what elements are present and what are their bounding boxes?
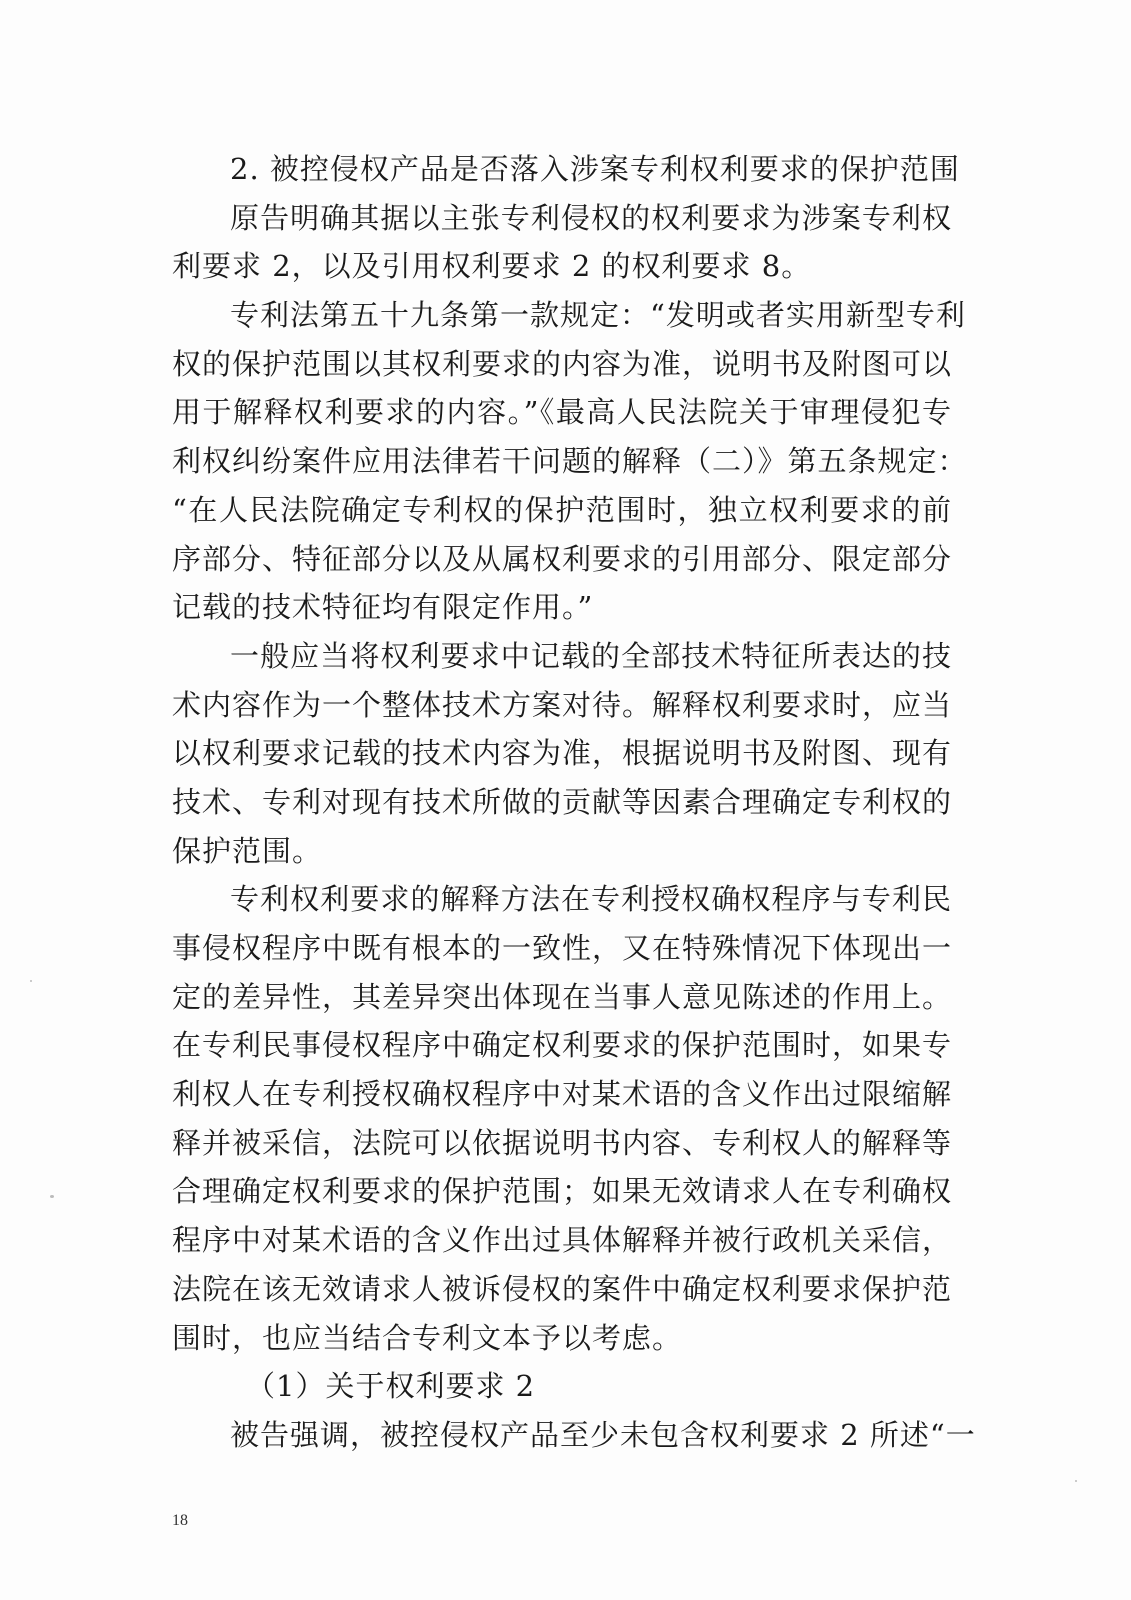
paragraph-line: 在专利民事侵权程序中确定权利要求的保护范围时，如果专 xyxy=(172,1028,953,1063)
paragraph-line: 围时，也应当结合专利文本予以考虑。 xyxy=(172,1320,683,1355)
paragraph-line: 专利权利要求的解释方法在专利授权确权程序与专利民 xyxy=(230,882,952,917)
paragraph-line: 序部分、特征部分以及从属权利要求的引用部分、限定部分 xyxy=(172,541,953,576)
paragraph-line: 被告强调，被控侵权产品至少未包含权利要求 2 所述“一 xyxy=(230,1417,976,1452)
paragraph-line: 用于解释权利要求的内容。”《最高人民法院关于审理侵犯专 xyxy=(172,395,952,430)
scan-speck xyxy=(50,1195,54,1198)
paragraph-line: 定的差异性，其差异突出体现在当事人意见陈述的作用上。 xyxy=(172,979,953,1014)
paragraph-line: 技术、专利对现有技术所做的贡献等因素合理确定专利权的 xyxy=(172,784,953,819)
paragraph-line: 权的保护范围以其权利要求的内容为准，说明书及附图可以 xyxy=(172,346,953,381)
paragraph-line: 事侵权程序中既有根本的一致性，又在特殊情况下体现出一 xyxy=(172,931,953,965)
subsection-heading: （1）关于权利要求 2 xyxy=(246,1369,536,1404)
scan-speck xyxy=(1075,1480,1077,1482)
paragraph-line: 保护范围。 xyxy=(172,833,323,868)
paragraph-line: 专利法第五十九条第一款规定：“发明或者实用新型专利 xyxy=(230,298,966,333)
scan-speck xyxy=(30,980,32,982)
paragraph-line: 释并被采信，法院可以依据说明书内容、专利权人的解释等 xyxy=(172,1125,953,1160)
paragraph-line: 术内容作为一个整体技术方案对待。解释权利要求时，应当 xyxy=(172,687,953,722)
page-number: 18 xyxy=(172,1512,188,1529)
paragraph-line: 合理确定权利要求的保护范围；如果无效请求人在专利确权 xyxy=(172,1174,953,1209)
paragraph-line: 利要求 2，以及引用权利要求 2 的权利要求 8。 xyxy=(172,249,812,284)
paragraph-line: 一般应当将权利要求中记载的全部技术特征所表达的技 xyxy=(230,638,952,673)
paragraph-line: “在人民法院确定专利权的保护范围时，独立权利要求的前 xyxy=(172,492,952,527)
paragraph-line: 以权利要求记载的技术内容为准，根据说明书及附图、现有 xyxy=(172,736,953,771)
document-body xyxy=(172,145,976,1460)
paragraph-line: 利权纠纷案件应用法律若干问题的解释（二）》第五条规定： xyxy=(172,444,968,479)
paragraph-line: 利权人在专利授权确权程序中对某术语的含义作出过限缩解 xyxy=(172,1077,953,1112)
paragraph-line: 原告明确其据以主张专利侵权的权利要求为涉案专利权 xyxy=(230,200,952,235)
paragraph-line: 程序中对某术语的含义作出过具体解释并被行政机关采信， xyxy=(172,1223,953,1258)
section-heading: 2. 被控侵权产品是否落入涉案专利权利要求的保护范围 xyxy=(230,152,960,186)
paragraph-line: 法院在该无效请求人被诉侵权的案件中确定权利要求保护范 xyxy=(172,1271,953,1306)
paragraph-line: 记载的技术特征均有限定作用。” xyxy=(172,590,594,625)
